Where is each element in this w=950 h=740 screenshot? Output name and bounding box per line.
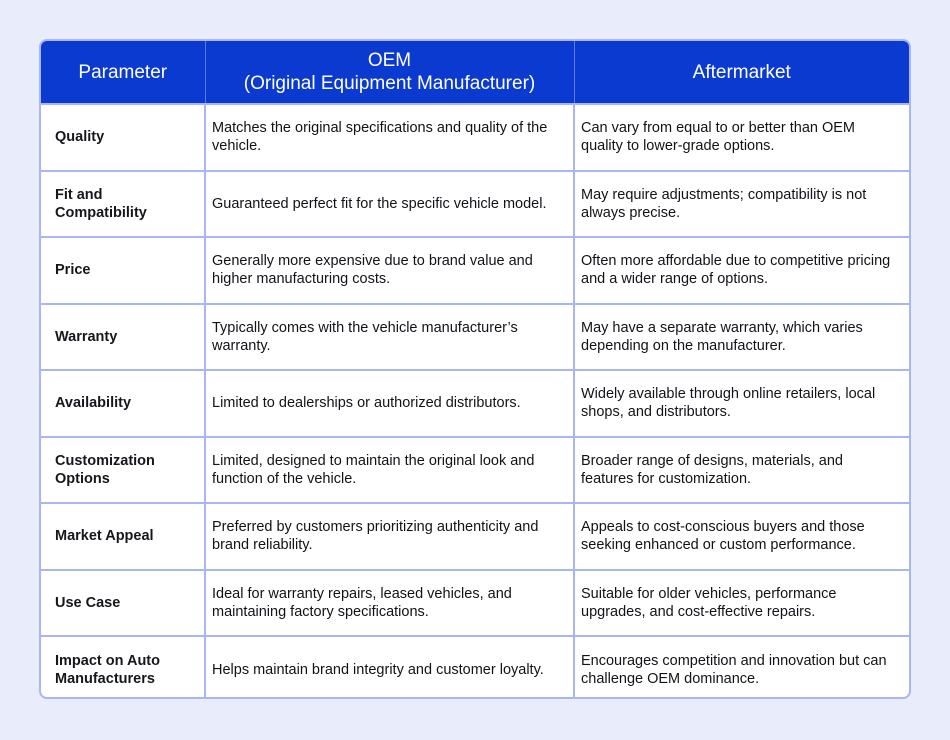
aftermarket-cell: Encourages competition and innovation but can challenge OEM dominance.	[574, 636, 909, 699]
table-row	[41, 437, 909, 504]
aftermarket-cell: May require adjustments; compatibility is not always precise.	[574, 171, 909, 238]
parameter-cell: Fit and Compatibility	[41, 171, 205, 238]
aftermarket-cell: Broader range of designs, materials, and features for customization.	[574, 437, 909, 504]
aftermarket-cell: Often more affordable due to competitive pricing and a wider range of options.	[574, 237, 909, 304]
oem-cell: Ideal for warranty repairs, leased vehicles, and maintaining factory specifications.	[205, 570, 574, 637]
table-row	[41, 570, 909, 637]
table-row	[41, 104, 909, 171]
header-oem-title: OEM	[367, 50, 412, 71]
oem-cell: Limited to dealerships or authorized distributors.	[205, 370, 574, 437]
parameter-cell: Availability	[41, 370, 205, 437]
oem-cell: Generally more expensive due to brand value and higher manufacturing costs.	[205, 237, 574, 304]
header-parameter: Parameter	[41, 41, 205, 104]
aftermarket-cell: May have a separate warranty, which varies depending on the manufacturer.	[574, 304, 909, 371]
oem-cell: Limited, designed to maintain the original look and function of the vehicle.	[205, 437, 574, 504]
header-oem-subtitle: (Original Equipment Manufacturer)	[243, 73, 536, 94]
table-header	[41, 41, 909, 104]
parameter-cell: Market Appeal	[41, 503, 205, 570]
parameter-cell: Impact on Auto Manufacturers	[41, 636, 205, 699]
aftermarket-cell: Appeals to cost-conscious buyers and those seeking enhanced or custom performance.	[574, 503, 909, 570]
oem-vs-aftermarket-table	[41, 41, 909, 699]
header-aftermarket: Aftermarket	[574, 41, 909, 104]
table-row	[41, 503, 909, 570]
parameter-cell: Price	[41, 237, 205, 304]
aftermarket-cell: Suitable for older vehicles, performance upgrades, and cost-effective repairs.	[574, 570, 909, 637]
header-oem	[205, 41, 574, 104]
comparison-table	[39, 39, 911, 699]
table-row	[41, 237, 909, 304]
oem-cell: Matches the original specifications and quality of the vehicle.	[205, 104, 574, 171]
table-body	[41, 104, 909, 699]
oem-cell: Preferred by customers prioritizing authenticity and brand reliability.	[205, 503, 574, 570]
table-row	[41, 636, 909, 699]
parameter-cell: Use Case	[41, 570, 205, 637]
oem-cell: Helps maintain brand integrity and customer loyalty.	[205, 636, 574, 699]
parameter-cell: Customization Options	[41, 437, 205, 504]
aftermarket-cell: Widely available through online retailers, local shops, and distributors.	[574, 370, 909, 437]
table-row	[41, 304, 909, 371]
table-row	[41, 370, 909, 437]
aftermarket-cell: Can vary from equal to or better than OEM quality to lower-grade options.	[574, 104, 909, 171]
parameter-cell: Warranty	[41, 304, 205, 371]
oem-cell: Typically comes with the vehicle manufacturer’s warranty.	[205, 304, 574, 371]
oem-cell: Guaranteed perfect fit for the specific vehicle model.	[205, 171, 574, 238]
header-row	[41, 41, 909, 104]
parameter-cell: Quality	[41, 104, 205, 171]
table-row	[41, 171, 909, 238]
